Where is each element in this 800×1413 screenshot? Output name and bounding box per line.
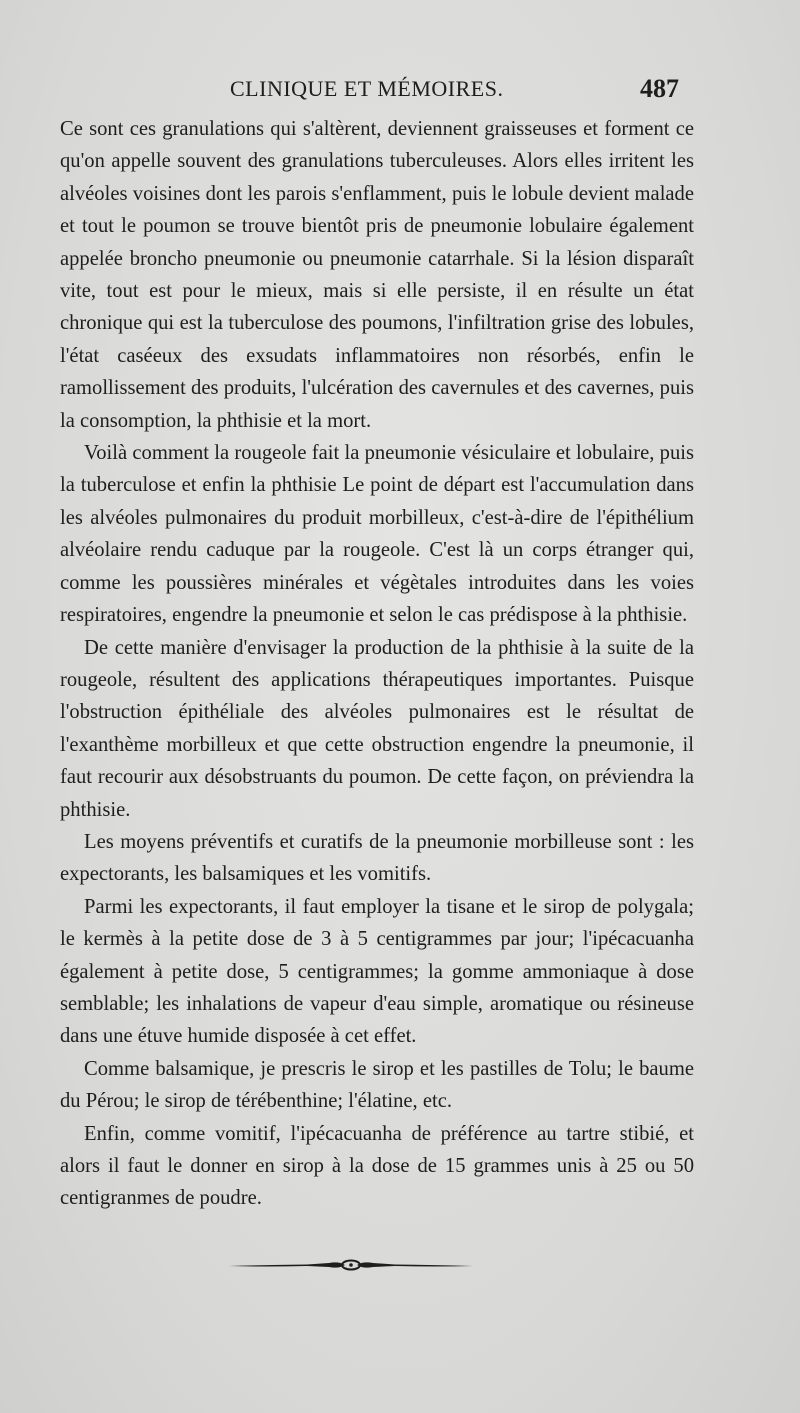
paragraph: Ce sont ces granulations qui s'altèrent, deviennent graisseuses et forment ce qu'on appelle souvent des granulations tuberculeuses. Alors elles irritent les alvéoles voisines dont les parois s'enflamment, puis le lobule devient malade et tout le poumon se trouve bientôt pris de pneumonie lobulaire également appelée broncho pneumonie ou pneumonie catarrhale. Si la lésion disparaît vite, tout est pour le mieux, mais si elle persiste, il en résulte un état chronique qui est la tuberculose des poumons, l'infiltration grise des lobules, l'état caséeux des exsudats inflammatoires non résorbés, enfin le ramollissement des produits, l'ulcération des cavernules et des cavernes, puis la consomption, la phthisie et la mort. xyxy=(60,118,694,432)
body-text xyxy=(60,113,694,1215)
decorative-rule-icon xyxy=(227,1258,475,1272)
paragraph: De cette manière d'envisager la production de la phthisie à la suite de la rougeole, résultent des applications thérapeutiques importantes. Puisque l'obstruction épithéliale des alvéoles pulmonaires est le résultat de l'exanthème morbilleux et que cette obstruction engendre la pneumonie, il faut recourir aux désobstruants du poumon. De cette façon, on préviendra la phthisie. xyxy=(60,636,694,821)
paragraph: Voilà comment la rougeole fait la pneumonie vésiculaire et lobulaire, puis la tuberculose et enfin la phthisie Le point de départ est l'accumulation dans les alvéoles pulmonaires du produit morbilleux, c'est-à-dire de l'épithélium alvéolaire rendu caduque par la rougeole. C'est là un corps étranger qui, comme les poussières minérales et végètales introduites dans les voies respiratoires, engendre la pneumonie et selon le cas prédispose à la phthisie. xyxy=(60,442,694,627)
page-number: 487 xyxy=(640,74,679,103)
paragraph: Parmi les expectorants, il faut employer la tisane et le sirop de polygala; le kermès à la petite dose de 3 à 5 centigrammes par jour; l'ipécacuanha également à petite dose, 5 centigrammes; la gomme ammoniaque à dose semblable; les inhalations de vapeur d'eau simple, aromatique ou résineuse dans une étuve humide disposée à cet effet. xyxy=(60,895,694,1048)
page-header xyxy=(0,76,800,110)
paragraph: Enfin, comme vomitif, l'ipécacuanha de préférence au tartre stibié, et alors il faut le donner en sirop à la dose de 15 grammes unis à 25 ou 50 centigranmes de poudre. xyxy=(60,1122,694,1210)
paragraph: Comme balsamique, je prescris le sirop et les pastilles de Tolu; le baume du Pérou; le sirop de térébenthine; l'élatine, etc. xyxy=(60,1057,694,1113)
paragraph: Les moyens préventifs et curatifs de la pneumonie morbilleuse sont : les expectorants, les balsamiques et les vomitifs. xyxy=(60,830,694,886)
running-title: CLINIQUE ET MÉMOIRES. xyxy=(230,76,504,101)
